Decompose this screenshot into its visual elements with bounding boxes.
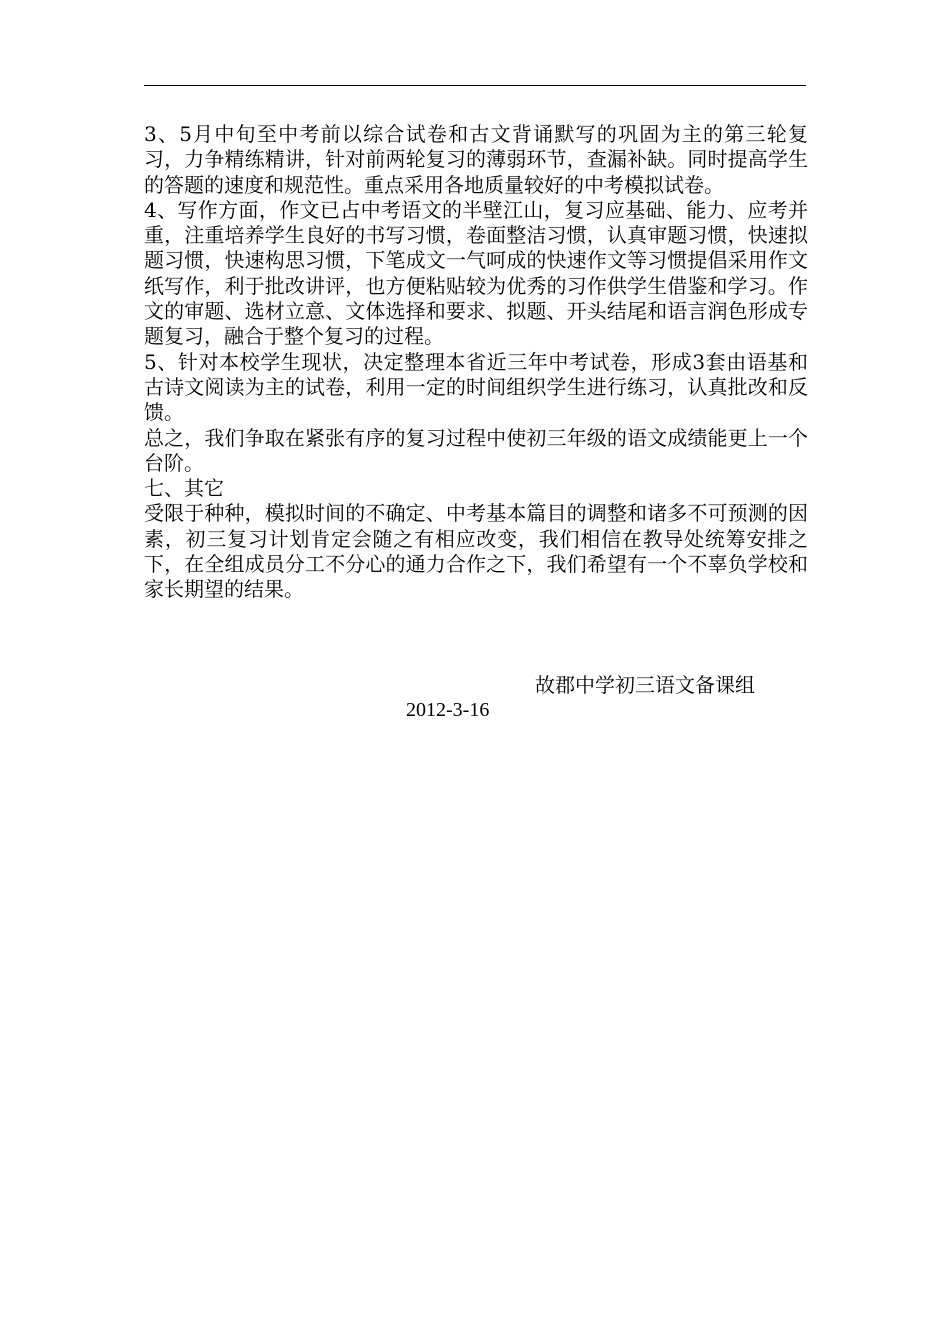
document-body [144, 122, 808, 603]
header-rule [144, 85, 806, 86]
section-heading-other: 七、其它 [144, 476, 224, 501]
paragraph-school-situation: 5、针对本校学生现状，决定整理本省近三年中考试卷，形成3套由语基和古诗文阅读为主的试卷，利用一定的时间组织学生进行练习，认真批改和反馈。 [144, 349, 808, 425]
signature: 故郡中学初三语文备课组 [535, 673, 755, 697]
paragraph-writing: 4、写作方面，作文已占中考语文的半壁江山，复习应基础、能力、应考并重，注重培养学生良好的书写习惯，卷面整洁习惯，认真审题习惯，快速拟题习惯，快速构思习惯，下笔成文一气呵成的快速作文等习惯提倡采用作文纸写作，利于批改讲评，也方便粘贴较为优秀的习作供学生借鉴和学习。作文的审题、选材立意、文体选择和要求、拟题、开头结尾和语言润色形成专题复习，融合于整个复习的过程。 [144, 197, 808, 349]
paragraph-summary: 总之，我们争取在紧张有序的复习过程中使初三年级的语文成绩能更上一个台阶。 [144, 425, 808, 475]
document-date: 2012-3-16 [406, 699, 490, 721]
paragraph-review-round-three: 3、5月中旬至中考前以综合试卷和古文背诵默写的巩固为主的第三轮复习，力争精练精讲，针对前两轮复习的薄弱环节，查漏补缺。同时提高学生的答题的速度和规范性。重点采用各地质量较好的中考模拟试卷。 [144, 122, 808, 197]
paragraph-other: 受限于种种，模拟时间的不确定、中考基本篇目的调整和诸多不可预测的因素，初三复习计划肯定会随之有相应改变，我们相信在教导处统筹安排之下，在全组成员分工不分心的通力合作之下，我们希望有一个不辜负学校和家长期望的结果。 [144, 501, 808, 602]
